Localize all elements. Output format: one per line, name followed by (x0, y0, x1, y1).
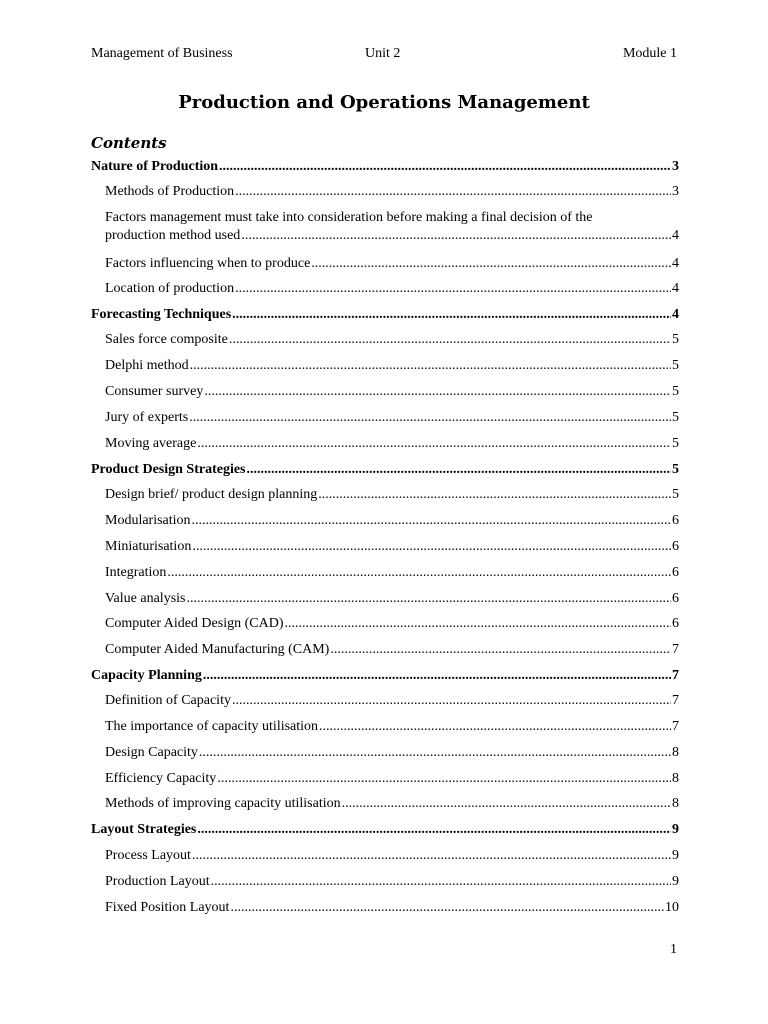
toc-page-number: 9 (672, 822, 679, 837)
toc-subsection-entry[interactable] (91, 795, 679, 813)
toc-entry-label: Layout Strategies (91, 822, 197, 837)
toc-page-number: 7 (672, 693, 679, 708)
toc-page-number: 4 (672, 307, 679, 322)
toc-page-number: 3 (672, 159, 679, 174)
dot-leader (192, 847, 671, 865)
dot-leader (211, 873, 671, 891)
toc-subsection-entry[interactable] (91, 873, 679, 891)
toc-page-number: 6 (672, 513, 679, 528)
toc-entry-label: Nature of Production (91, 159, 219, 174)
toc-entry-label: Consumer survey (105, 384, 204, 399)
document-title: Production and Operations Management (178, 92, 590, 113)
toc-subsection-entry[interactable] (91, 435, 679, 453)
toc-entry-label: Computer Aided Manufacturing (CAM) (105, 642, 330, 657)
toc-page-number: 7 (672, 642, 679, 657)
dot-leader (232, 306, 671, 324)
dot-leader (219, 158, 671, 176)
toc-page-number: 5 (672, 462, 679, 477)
toc-page-number: 9 (672, 874, 679, 889)
dot-leader (167, 564, 671, 582)
dot-leader (318, 486, 671, 504)
toc-subsection-entry[interactable] (91, 564, 679, 582)
toc-entry-label: Capacity Planning (91, 668, 202, 683)
toc-page-number: 7 (672, 668, 679, 683)
dot-leader (232, 692, 671, 710)
toc-entry-label: Value analysis (105, 591, 186, 606)
toc-page-number: 8 (672, 771, 679, 786)
toc-subsection-entry[interactable] (91, 409, 679, 427)
toc-entry-label: production method used (105, 228, 241, 243)
toc-subsection-entry[interactable] (91, 280, 679, 298)
toc-page-number: 8 (672, 796, 679, 811)
toc-section-entry[interactable] (91, 158, 679, 176)
toc-entry-label: Delphi method (105, 358, 189, 373)
toc-entry-label: Product Design Strategies (91, 462, 246, 477)
toc-subsection-entry[interactable] (91, 641, 679, 659)
dot-leader (235, 280, 671, 298)
toc-entry-label: Jury of experts (105, 410, 189, 425)
dot-leader (342, 795, 671, 813)
dot-leader (229, 331, 671, 349)
toc-entry-label: Location of production (105, 281, 235, 296)
toc-section-entry[interactable] (91, 667, 679, 685)
toc-subsection-entry[interactable] (91, 357, 679, 375)
toc-entry-label: Modularisation (105, 513, 191, 528)
toc-entry-label: Forecasting Techniques (91, 307, 232, 322)
toc-subsection-entry[interactable] (91, 590, 679, 608)
toc-subsection-entry[interactable] (91, 255, 679, 273)
toc-page-number: 4 (672, 256, 679, 271)
toc-page-number: 5 (672, 358, 679, 373)
toc-subsection-entry[interactable] (91, 538, 679, 556)
toc-page-number: 6 (672, 539, 679, 554)
dot-leader (197, 435, 671, 453)
dot-leader (190, 357, 671, 375)
toc-subsection-entry[interactable] (91, 847, 679, 865)
toc-entry-label: Fixed Position Layout (105, 900, 230, 915)
dot-leader (230, 899, 664, 917)
toc-subsection-entry[interactable] (91, 183, 679, 201)
toc-page-number: 6 (672, 591, 679, 606)
toc-page-number: 5 (672, 436, 679, 451)
dot-leader (319, 718, 671, 736)
dot-leader (189, 409, 671, 427)
toc-subsection-entry[interactable] (91, 899, 679, 917)
dot-leader (204, 383, 671, 401)
toc-subsection-entry[interactable] (91, 615, 679, 633)
dot-leader (199, 744, 671, 762)
dot-leader (192, 512, 671, 530)
toc-page-number: 3 (672, 184, 679, 199)
toc-entry-label: The importance of capacity utilisation (105, 719, 319, 734)
page-header (91, 46, 677, 66)
toc-subsection-entry[interactable] (91, 383, 679, 401)
toc-subsection-entry[interactable] (91, 331, 679, 349)
toc-entry-label: Production Layout (105, 874, 210, 889)
toc-subsection-entry[interactable] (91, 486, 679, 504)
dot-leader (192, 538, 671, 556)
toc-subsection-entry[interactable] (91, 692, 679, 710)
toc-entry-label: Moving average (105, 436, 197, 451)
toc-page-number: 8 (672, 745, 679, 760)
toc-entry-label: Computer Aided Design (CAD) (105, 616, 284, 631)
toc-entry-label: Process Layout (105, 848, 191, 863)
contents-heading: Contents (91, 134, 167, 152)
toc-subsection-entry[interactable] (91, 209, 679, 245)
toc-entry-label: Sales force composite (105, 332, 228, 347)
dot-leader (186, 590, 671, 608)
header-course: Management of Business (91, 46, 233, 61)
toc-entry-label: Integration (105, 565, 167, 580)
toc-page-number: 10 (665, 900, 679, 915)
toc-entry-label: Factors influencing when to produce (105, 256, 311, 271)
toc-entry-label: Definition of Capacity (105, 693, 231, 708)
dot-leader (203, 667, 671, 685)
dot-leader (217, 770, 671, 788)
dot-leader (247, 461, 672, 479)
dot-leader (311, 255, 671, 273)
toc-section-entry[interactable] (91, 821, 679, 839)
toc-page-number: 7 (672, 719, 679, 734)
header-module: Module 1 (622, 46, 677, 61)
toc-entry-label: Efficiency Capacity (105, 771, 217, 786)
toc-entry-label: Methods of improving capacity utilisation (105, 796, 341, 811)
toc-subsection-entry[interactable] (91, 770, 679, 788)
dot-leader (241, 227, 671, 245)
toc-entry-label: Design brief/ product design planning (105, 487, 318, 502)
toc-entry-label: Miniaturisation (105, 539, 192, 554)
dot-leader (235, 183, 671, 201)
toc-page-number: 5 (672, 487, 679, 502)
toc-subsection-entry[interactable] (91, 512, 679, 530)
toc-page-number: 6 (672, 565, 679, 580)
toc-page-number: 9 (672, 848, 679, 863)
toc-entry-label: Methods of Production (105, 184, 235, 199)
toc-page-number: 5 (672, 384, 679, 399)
page-number: 1 (670, 942, 677, 957)
toc-page-number: 4 (672, 281, 679, 296)
toc-page-number: 5 (672, 332, 679, 347)
toc-entry-label-line: Factors management must take into consideration before making a final decision of the (105, 210, 593, 225)
toc-section-entry[interactable] (91, 306, 679, 324)
dot-leader (284, 615, 671, 633)
toc-page-number: 5 (672, 410, 679, 425)
toc-page-number: 4 (672, 228, 679, 243)
toc-subsection-entry[interactable] (91, 744, 679, 762)
toc-entry-label: Design Capacity (105, 745, 198, 760)
dot-leader (197, 821, 671, 839)
toc-page-number: 6 (672, 616, 679, 631)
header-unit: Unit 2 (365, 46, 401, 61)
toc-section-entry[interactable] (91, 461, 679, 479)
dot-leader (330, 641, 671, 659)
toc-subsection-entry[interactable] (91, 718, 679, 736)
